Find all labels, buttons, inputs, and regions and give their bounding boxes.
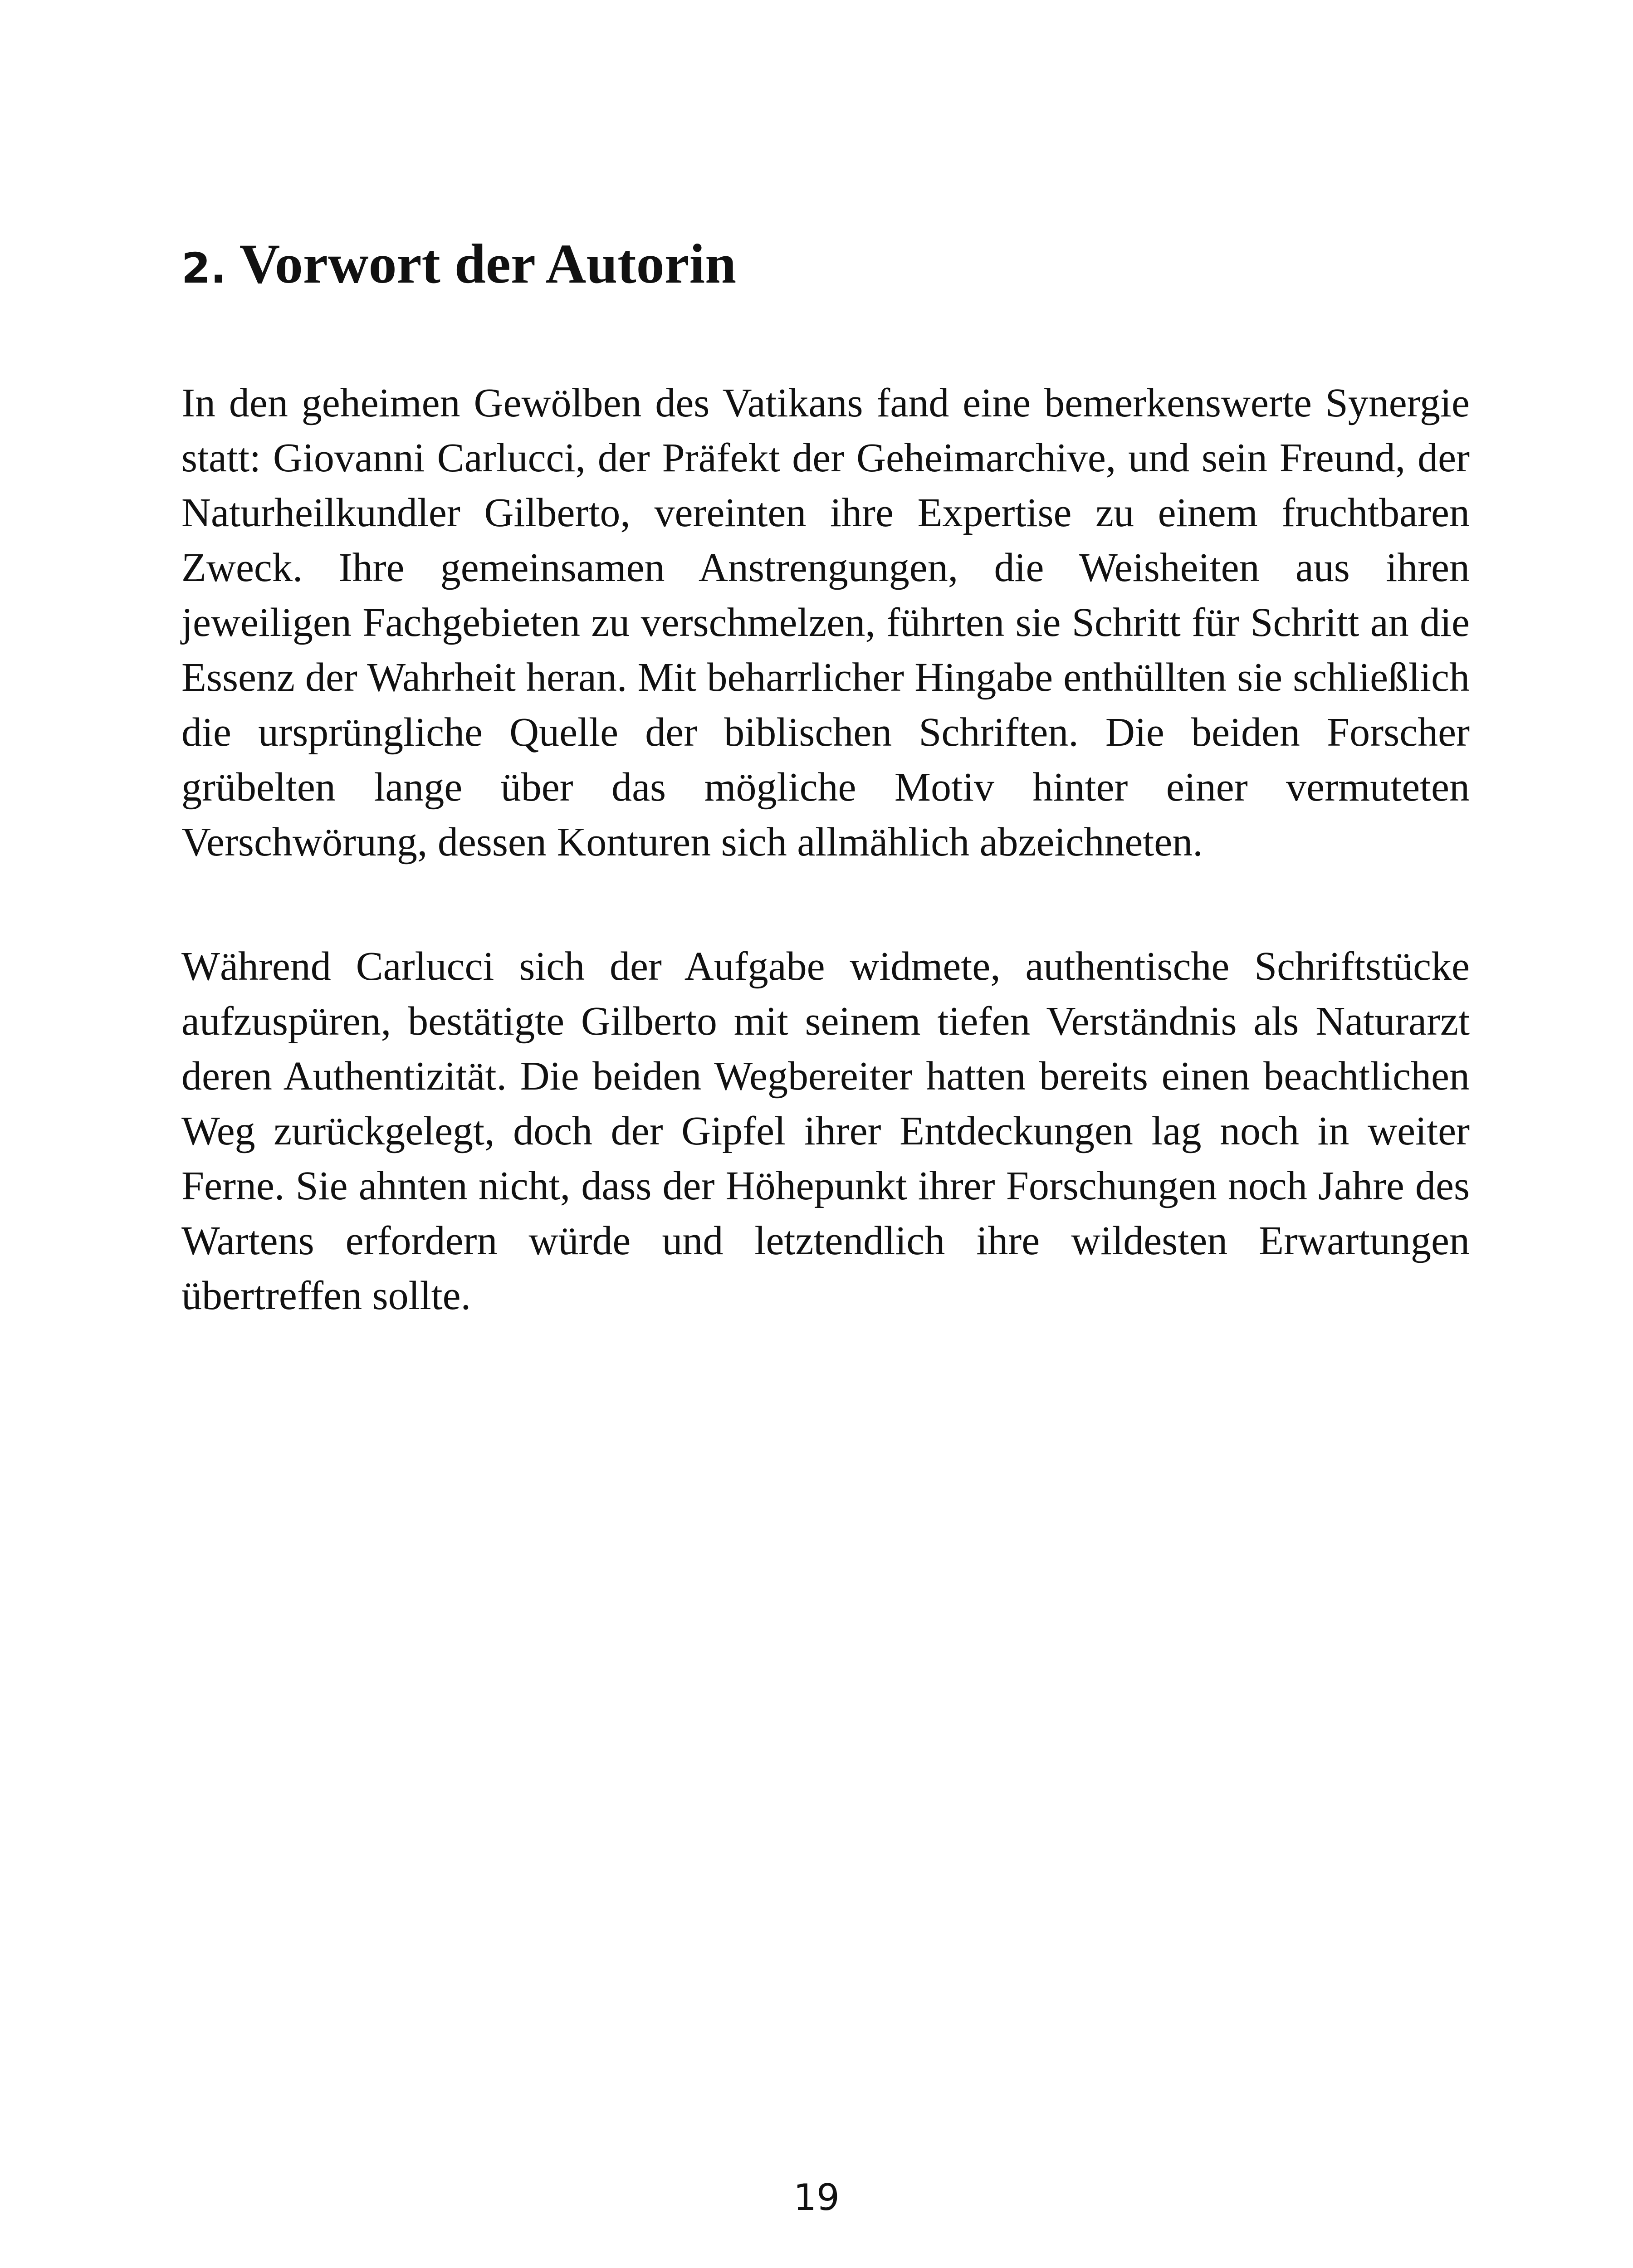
paragraph-1: In den geheimen Gewölben des Vatikans fand eine bemerkenswerte Synergie statt: Giovanni Carlucci, der Präfekt der Geheimarchive, und sein Freund, der Naturheilkundler Gilberto, vereinten ihre Expertise zu einem fruchtbaren Zweck. Ihre gemeinsamen Anstrengungen, die Weisheiten aus ihren jeweiligen Fachgebieten zu verschmelzen, führten sie Schritt für Schritt an die Essenz der Wahrheit heran. Mit beharrlicher Hingabe enthüllten sie schließlich die ursprüngliche Quelle der biblischen Schriften. Die beiden Forscher grübelten lange über das mögliche Motiv hinter einer vermuteten Verschwörung, dessen Konturen sich allmählich abzeichneten. — [181, 381, 1470, 865]
paragraph-2: Während Carlucci sich der Aufgabe widmete, authentische Schriftstücke aufzuspüren, bestätigte Gilberto mit seinem tiefen Verständnis als Naturarzt deren Authentizität. Die beiden Wegbereiter hatten bereits einen beachtlichen Weg zurückgelegt, doch der Gipfel ihrer Entdeckungen lag noch in weiter Ferne. Sie ahnten nicht, dass der Höhepunkt ihrer Forschungen noch Jahre des Wartens erfordern würde und letztendlich ihre wildesten Erwartungen übertreffen sollte. — [181, 944, 1470, 1318]
chapter-title: Vorwort der Autorin — [239, 233, 737, 295]
chapter-number: 2. — [181, 244, 226, 293]
page-number: 19 — [793, 2176, 840, 2219]
chapter-heading — [181, 233, 737, 295]
